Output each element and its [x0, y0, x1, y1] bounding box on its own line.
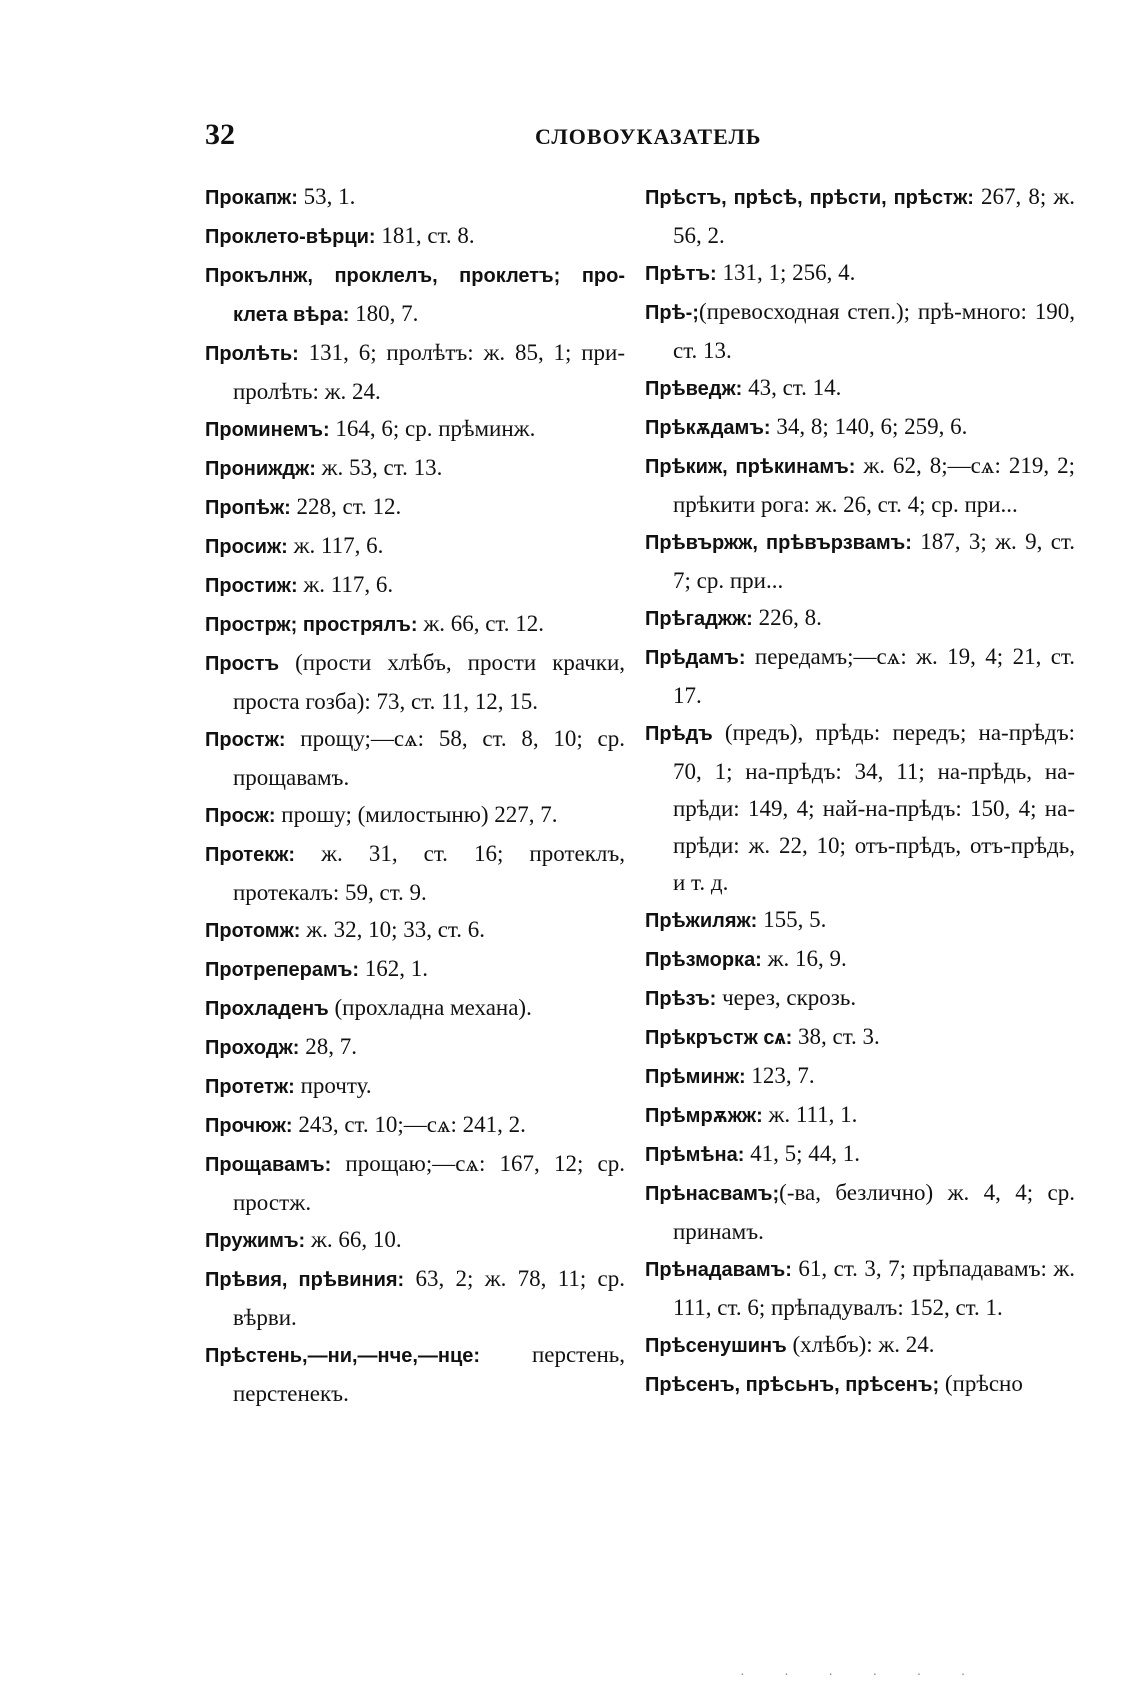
entry-references: прощаю;—сѧ: 167, 12; ср. простж. — [233, 1151, 625, 1215]
entry-headword: Прохладенъ — [205, 998, 329, 1020]
entry-headword: Простиж: — [205, 575, 298, 597]
dictionary-entry — [205, 178, 625, 217]
entry-references: 43, ст. 14. — [742, 375, 842, 400]
entry-references: 180, 7. — [349, 301, 419, 326]
entry-references: передамъ;—сѧ: ж. 19, 4; 21, ст. 17. — [673, 644, 1075, 708]
dictionary-entry — [645, 1365, 1075, 1404]
dictionary-entry — [205, 488, 625, 527]
entry-headword: Прѣкиж, прѣкинамъ: — [645, 456, 856, 478]
dictionary-entry — [645, 638, 1075, 714]
entry-references: прочту. — [294, 1073, 372, 1098]
entry-headword: Прѣведж: — [645, 378, 743, 400]
dictionary-entry — [645, 447, 1075, 523]
entry-headword: Прѣминж: — [645, 1066, 746, 1088]
left-column — [205, 178, 625, 1412]
page-number: 32 — [205, 118, 235, 151]
entry-headword: Просж: — [205, 805, 276, 827]
entry-references: 181, ст. 8. — [375, 223, 475, 248]
entry-headword: Прѣсенушинъ — [645, 1335, 787, 1357]
dictionary-entry — [645, 1057, 1075, 1096]
entry-headword: Прѣсенъ, прѣсьнъ, прѣсенъ; — [645, 1374, 940, 1396]
entry-headword: Прониждж: — [205, 458, 316, 480]
entry-headword: Прѣдъ — [645, 723, 713, 745]
dictionary-entry — [205, 1336, 625, 1412]
dictionary-entry — [645, 1250, 1075, 1326]
entry-headword: Прощавамъ: — [205, 1154, 332, 1176]
entry-references: 28, 7. — [299, 1034, 357, 1059]
entry-headword: Прѣдамъ: — [645, 647, 746, 669]
entry-references: ж. 117, 6. — [297, 572, 394, 597]
entry-references: 164, 6; ср. прѣминж. — [329, 416, 536, 441]
entry-headword: Прѣзморка: — [645, 949, 762, 971]
entry-references: 228, ст. 12. — [290, 494, 402, 519]
entry-headword: Прѣмрѫжж: — [645, 1105, 763, 1127]
entry-headword: Простъ — [205, 653, 280, 675]
entry-headword: Прочюж: — [205, 1115, 293, 1137]
page-header — [205, 118, 1075, 158]
entry-references: (прохладна механа). — [328, 995, 532, 1020]
entry-headword: Протетж: — [205, 1076, 295, 1098]
entry-headword: Прѣзъ: — [645, 988, 717, 1010]
entry-headword: Протекж: — [205, 844, 296, 866]
entry-headword: Проклето-вѣрци: — [205, 226, 376, 248]
entry-headword: Пропѣж: — [205, 497, 291, 519]
entry-references: ж. 66, ст. 12. — [417, 611, 544, 636]
entry-references: 53, 1. — [297, 184, 356, 209]
dictionary-entry — [205, 256, 625, 334]
dictionary-entry — [205, 644, 625, 720]
entry-headword: Простж: — [205, 729, 286, 751]
entry-headword: Прѣтъ: — [645, 263, 717, 285]
dictionary-entry — [205, 950, 625, 989]
dictionary-entry — [205, 1260, 625, 1336]
entry-references: 41, 5; 44, 1. — [744, 1141, 860, 1166]
entry-references: (хлѣбъ): ж. 24. — [786, 1332, 935, 1357]
dictionary-entry — [645, 178, 1075, 254]
entry-references: 155, 5. — [757, 907, 827, 932]
entry-references: ж. 53, ст. 13. — [315, 455, 443, 480]
entry-headword: Прѣнадавамъ: — [645, 1259, 792, 1281]
entry-references: 226, 8. — [752, 605, 822, 630]
entry-references: (прости хлѣбъ, прости крачки, проста гозба): 73, ст. 11, 12, 15. — [233, 650, 625, 714]
entry-headword: Прокапж: — [205, 187, 298, 209]
entry-references: прошу; (милостыню) 227, 7. — [275, 802, 558, 827]
dictionary-entry — [205, 989, 625, 1028]
entry-headword: Прѣстень,—ни,—нче,—нце: — [205, 1345, 481, 1367]
dictionary-entry — [645, 714, 1075, 901]
entry-references: 267, 8; ж. 56, 2. — [673, 184, 1076, 248]
entry-headword: Прѣнасвамъ; — [645, 1183, 780, 1205]
entry-headword: Прѣгаджж: — [645, 608, 753, 630]
dictionary-entry — [645, 293, 1075, 369]
dictionary-entry — [205, 1067, 625, 1106]
entry-headword: Пружимъ: — [205, 1230, 306, 1252]
entry-headword: Прѣкѫдамъ: — [645, 417, 771, 439]
entry-references: (прѣсно — [939, 1371, 1023, 1396]
dictionary-entry — [645, 599, 1075, 638]
entry-references: ж. 62, 8;—сѧ: 219, 2; прѣкити рога: ж. 26, ст. 4; ср. при... — [673, 453, 1075, 517]
entry-references: (-ва, безлично) ж. 4, 4; ср. принамъ. — [673, 1180, 1075, 1244]
page-specks-decoration: · · · · · · — [740, 1668, 984, 1683]
dictionary-entry — [205, 449, 625, 488]
dictionary-entry — [205, 566, 625, 605]
dictionary-entry — [645, 254, 1075, 293]
entry-headword: Прѣвия, прѣвиния: — [205, 1269, 405, 1291]
entry-references: 243, ст. 10;—сѧ: 241, 2. — [292, 1112, 526, 1137]
entry-references: (предъ), прѣдь: передъ; на-прѣдъ: 70, 1; на-прѣдъ: 34, 11; на-прѣдь, на-прѣди: 149, 4; най-на-прѣдъ: 150, 4; на-прѣди: ж. 22, 10; отъ-прѣдъ, отъ-прѣдь, и т. д. — [673, 720, 1075, 895]
dictionary-entry — [205, 720, 625, 796]
running-head: СЛОВОУКАЗАТЕЛЬ — [535, 124, 762, 149]
entry-headword: Протомж: — [205, 920, 301, 942]
dictionary-entry — [205, 527, 625, 566]
entry-references: ж. 31, ст. 16; протеклъ, протекалъ: 59, ст. 9. — [233, 841, 625, 905]
entry-references: 123, 7. — [745, 1063, 815, 1088]
entry-references: ж. 16, 9. — [761, 946, 847, 971]
dictionary-entry — [205, 1106, 625, 1145]
dictionary-entry — [645, 1135, 1075, 1174]
entry-headword: Прѣвържж, прѣвързвамъ: — [645, 532, 912, 554]
entry-references: (превосходная степ.); прѣ-много: 190, ст. 13. — [673, 299, 1075, 363]
entry-headword: Пролѣть: — [205, 343, 299, 365]
entry-references: перстень, перстенекъ. — [233, 1342, 625, 1406]
entry-references: 34, 8; 140, 6; 259, 6. — [770, 414, 968, 439]
dictionary-entry — [645, 1096, 1075, 1135]
dictionary-entry — [205, 1221, 625, 1260]
dictionary-entry — [645, 408, 1075, 447]
dictionary-entry — [205, 1028, 625, 1067]
dictionary-entry — [205, 334, 625, 410]
dictionary-entry — [645, 901, 1075, 940]
dictionary-entry — [205, 911, 625, 950]
entry-headword: Протреперамъ: — [205, 959, 360, 981]
entry-references: 61, ст. 3, 7; прѣпадавамъ: ж. 111, ст. 6; прѣпадувалъ: 152, ст. 1. — [673, 1256, 1075, 1320]
dictionary-entry — [205, 1145, 625, 1221]
entry-headword: Прѣмѣна: — [645, 1144, 745, 1166]
right-column — [645, 178, 1075, 1404]
entry-references: 131, 6; пролѣтъ: ж. 85, 1; при-пролѣть: ж. 24. — [233, 340, 625, 404]
entry-headword: Прѣстъ, прѣсѣ, прѣсти, прѣстж: — [645, 187, 974, 209]
entry-headword: Прѣжиляж: — [645, 910, 758, 932]
entry-headword: Прѣкръстж сѧ: — [645, 1027, 793, 1049]
dictionary-entry — [205, 410, 625, 449]
entry-references: прощу;—сѧ: 58, ст. 8, 10; ср. прощавамъ. — [233, 726, 625, 790]
dictionary-entry — [645, 979, 1075, 1018]
entry-headword: Прострж; прострялъ: — [205, 614, 418, 636]
dictionary-entry — [645, 1018, 1075, 1057]
dictionary-entry — [205, 796, 625, 835]
entry-references: через, скрозь. — [716, 985, 857, 1010]
entry-references: 38, ст. 3. — [792, 1024, 880, 1049]
dictionary-entry — [645, 1326, 1075, 1365]
entry-references: 187, 3; ж. 9, ст. 7; ср. при... — [673, 529, 1075, 593]
entry-references: ж. 111, 1. — [762, 1102, 858, 1127]
dictionary-entry — [205, 835, 625, 911]
entry-headword: Просиж: — [205, 536, 288, 558]
dictionary-entry — [645, 369, 1075, 408]
dictionary-entry — [645, 523, 1075, 599]
entry-headword: Прѣ-; — [645, 302, 699, 324]
entry-references: 63, 2; ж. 78, 11; ср. вѣрви. — [233, 1266, 625, 1330]
entry-headword: Прокълнж, проклелъ, проклетъ; про-клета вѣра: — [205, 265, 625, 326]
entry-headword: Проходж: — [205, 1037, 300, 1059]
entry-references: ж. 32, 10; 33, ст. 6. — [300, 917, 485, 942]
entry-references: ж. 66, 10. — [305, 1227, 402, 1252]
dictionary-entry — [645, 1174, 1075, 1250]
entry-headword: Проминемъ: — [205, 419, 330, 441]
dictionary-entry — [645, 940, 1075, 979]
entry-references: ж. 117, 6. — [287, 533, 384, 558]
entry-references: 131, 1; 256, 4. — [716, 260, 856, 285]
entry-references: 162, 1. — [359, 956, 429, 981]
dictionary-entry — [205, 217, 625, 256]
dictionary-entry — [205, 605, 625, 644]
